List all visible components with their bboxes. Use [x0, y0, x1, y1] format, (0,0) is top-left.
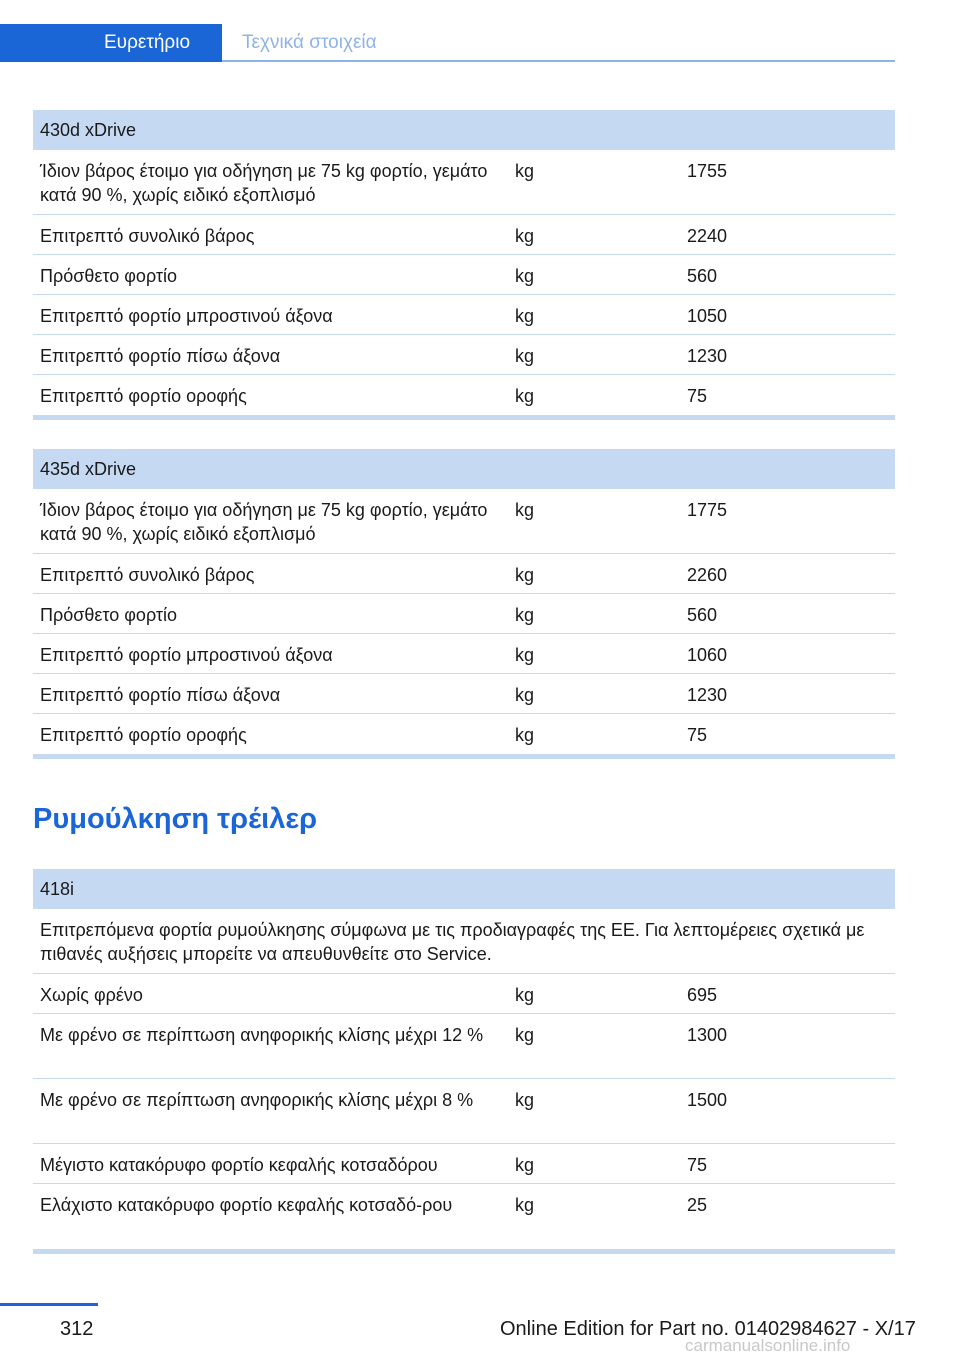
row-unit: kg: [515, 985, 535, 1005]
table-title: 435d xDrive: [33, 449, 895, 489]
row-unit: kg: [515, 266, 535, 286]
table-row: [33, 974, 895, 1014]
row-value: 1300: [687, 1025, 728, 1045]
row-unit: kg: [515, 605, 535, 625]
row-unit: kg: [515, 1155, 535, 1175]
row-label: Με φρένο σε περίπτωση ανηφορικής κλίσης μέχρι 8 %: [40, 1090, 474, 1110]
table-row: [33, 1079, 895, 1144]
table-row: [33, 1144, 895, 1184]
row-value: 1230: [687, 346, 728, 366]
row-unit: kg: [515, 500, 535, 520]
row-value: 1755: [687, 161, 728, 181]
row-label: Πρόσθετο φορτίο: [40, 605, 178, 625]
row-unit: kg: [515, 346, 535, 366]
row-unit: kg: [515, 386, 535, 406]
header-bar: [0, 24, 895, 62]
row-unit: kg: [515, 725, 535, 745]
row-label: Επιτρεπτό φορτίο μπροστινού άξονα: [40, 306, 333, 326]
section-title: Ρυμούλκηση τρέιλερ: [33, 803, 318, 835]
table-bottom-rule: [33, 754, 895, 759]
footer-rule: [0, 1303, 98, 1306]
row-value: 1500: [687, 1090, 728, 1110]
row-label: Ίδιον βάρος έτοιμο για οδήγηση με 75 kg φορτίο, γεμάτο κατά 90 %, χωρίς ειδικό εξοπλισμό: [40, 161, 488, 205]
table-row: [33, 554, 895, 594]
table-row: [33, 594, 895, 634]
tab-technical-data[interactable]: Τεχνικά στοιχεία: [242, 32, 377, 53]
row-unit: kg: [515, 306, 535, 326]
table-row: [33, 375, 895, 415]
row-label: Χωρίς φρένο: [40, 985, 143, 1005]
row-unit: kg: [515, 161, 535, 181]
row-value: 2240: [687, 226, 728, 246]
table-row: [33, 1184, 895, 1249]
tab-index[interactable]: Ευρετήριο: [0, 24, 222, 62]
row-value: 75: [687, 725, 708, 745]
row-label: Επιτρεπτό φορτίο πίσω άξονα: [40, 685, 281, 705]
row-label: Επιτρεπτό φορτίο πίσω άξονα: [40, 346, 281, 366]
row-value: 75: [687, 1155, 708, 1175]
row-value: 1060: [687, 645, 728, 665]
row-label: Επιτρεπτό συνολικό βάρος: [40, 565, 255, 585]
row-label: Επιτρεπτό φορτίο μπροστινού άξονα: [40, 645, 333, 665]
table-row: [33, 295, 895, 335]
table-row: [33, 255, 895, 295]
table-bottom-rule: [33, 415, 895, 420]
row-label: Ίδιον βάρος έτοιμο για οδήγηση με 75 kg φορτίο, γεμάτο κατά 90 %, χωρίς ειδικό εξοπλισμό: [40, 500, 488, 544]
table-row: [33, 1014, 895, 1079]
row-unit: kg: [515, 226, 535, 246]
table-row: [33, 335, 895, 375]
row-value: 1775: [687, 500, 728, 520]
row-unit: kg: [515, 1025, 535, 1045]
row-unit: kg: [515, 565, 535, 585]
row-unit: kg: [515, 1090, 535, 1110]
table-row: [33, 634, 895, 674]
table-title: 430d xDrive: [33, 110, 895, 150]
row-label: Επιτρεπτό φορτίο οροφής: [40, 386, 247, 406]
table-note: Επιτρεπόμενα φορτία ρυμούλκησης σύμφωνα με τις προδιαγραφές της ΕΕ. Για λεπτομέρειες σχετικά με πιθανές αυξήσεις μπορείτε να απευθυνθείτε στο Service.: [40, 920, 865, 964]
row-unit: kg: [515, 685, 535, 705]
table-bottom-rule: [33, 1249, 895, 1254]
row-unit: kg: [515, 645, 535, 665]
spec-table-430d: [33, 110, 895, 420]
row-unit: kg: [515, 1195, 535, 1215]
row-value: 2260: [687, 565, 728, 585]
table-note-row: [33, 909, 895, 974]
watermark: carmanualsonline.info: [685, 1336, 851, 1355]
table-row: [33, 150, 895, 215]
edition-info: Online Edition for Part no. 01402984627 - X/17: [500, 1318, 916, 1340]
table-row: [33, 215, 895, 255]
spec-table-435d: [33, 449, 895, 759]
page-number: 312: [60, 1318, 94, 1340]
row-value: 75: [687, 386, 708, 406]
table-row: [33, 489, 895, 554]
row-value: 695: [687, 985, 718, 1005]
row-label: Επιτρεπτό φορτίο οροφής: [40, 725, 247, 745]
table-title: 418i: [33, 869, 895, 909]
trailer-table-418i: [33, 869, 895, 1254]
row-label: Με φρένο σε περίπτωση ανηφορικής κλίσης μέχρι 12 %: [40, 1025, 484, 1045]
row-label: Πρόσθετο φορτίο: [40, 266, 178, 286]
row-value: 560: [687, 266, 718, 286]
row-value: 1050: [687, 306, 728, 326]
row-label: Επιτρεπτό συνολικό βάρος: [40, 226, 255, 246]
row-value: 1230: [687, 685, 728, 705]
row-label: Ελάχιστο κατακόρυφο φορτίο κεφαλής κοτσαδό-ρου: [40, 1195, 453, 1215]
table-row: [33, 714, 895, 754]
table-row: [33, 674, 895, 714]
row-value: 25: [687, 1195, 708, 1215]
row-value: 560: [687, 605, 718, 625]
row-label: Μέγιστο κατακόρυφο φορτίο κεφαλής κοτσαδόρου: [40, 1155, 438, 1175]
